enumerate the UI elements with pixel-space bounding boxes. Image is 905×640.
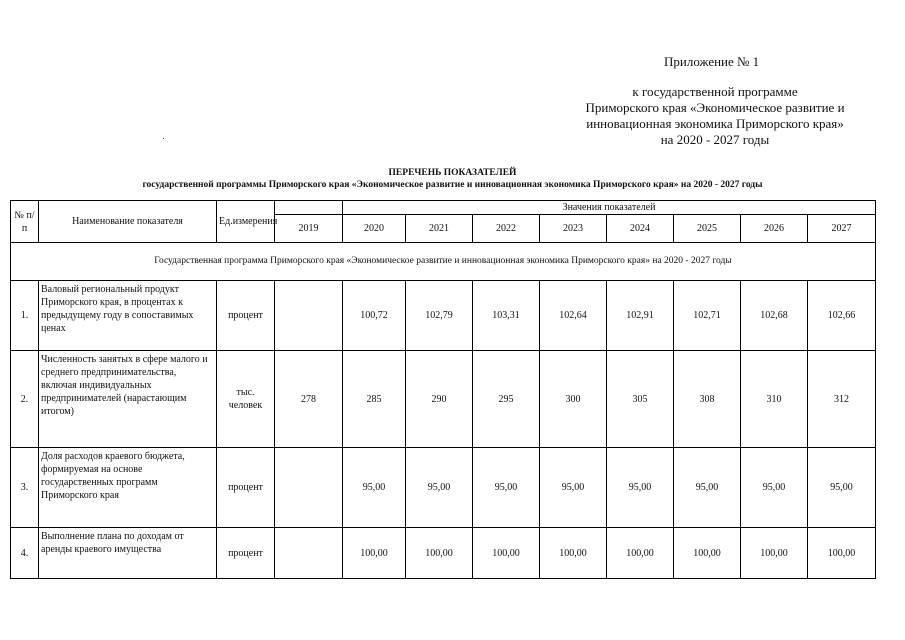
year-header: 2019 <box>275 215 343 243</box>
value-cell: 100,00 <box>607 528 674 579</box>
unit-cell: тыс. человек <box>217 351 275 448</box>
unit-cell: процент <box>217 281 275 351</box>
value-cell: 310 <box>741 351 808 448</box>
row-number: 1. <box>11 281 39 351</box>
appendix-label: Приложение № 1 <box>664 54 760 69</box>
value-cell: 95,00 <box>406 448 473 528</box>
year-header: 2027 <box>808 215 876 243</box>
value-cell: 100,00 <box>808 528 876 579</box>
value-cell: 100,00 <box>406 528 473 579</box>
year-header: 2026 <box>741 215 808 243</box>
title-line: государственной программы Приморского края «Экономическое развитие и инновационная экономика Приморского края» на 2020 - 2027 годы <box>142 180 763 190</box>
value-cell: 95,00 <box>674 448 741 528</box>
value-cell: 100,00 <box>674 528 741 579</box>
value-cell: 305 <box>607 351 674 448</box>
value-cell: 102,91 <box>607 281 674 351</box>
section-title: Государственная программа Приморского края «Экономическое развитие и инновационная экономика Приморского края» на 2020 - 2027 годы <box>11 243 876 281</box>
table-row <box>11 351 876 448</box>
value-cell: 278 <box>275 351 343 448</box>
value-cell: 102,68 <box>741 281 808 351</box>
col-header-unit: Ед.измерения <box>217 201 275 243</box>
col-header-blank <box>275 201 343 215</box>
indicator-name: Выполнение плана по доходам от аренды краевого имущества <box>39 528 217 579</box>
subject-line: на 2020 - 2027 годы <box>660 132 770 147</box>
year-header: 2023 <box>540 215 607 243</box>
value-cell: 295 <box>473 351 540 448</box>
col-header-num: № п/п <box>11 201 39 243</box>
value-cell: 95,00 <box>607 448 674 528</box>
value-cell: 100,00 <box>741 528 808 579</box>
table-row <box>11 448 876 528</box>
value-cell: 95,00 <box>473 448 540 528</box>
value-cell: 102,71 <box>674 281 741 351</box>
subject-line: к государственной программе <box>632 84 798 99</box>
title-line: ПЕРЕЧЕНЬ ПОКАЗАТЕЛЕЙ <box>388 168 517 178</box>
row-number: 2. <box>11 351 39 448</box>
value-cell: 95,00 <box>741 448 808 528</box>
unit-cell: процент <box>217 448 275 528</box>
table-row <box>11 281 876 351</box>
year-header: 2025 <box>674 215 741 243</box>
value-cell: 100,72 <box>343 281 406 351</box>
col-header-values: Значения показателей <box>343 201 876 215</box>
value-cell: 312 <box>808 351 876 448</box>
indicator-name: Валовый региональный продукт Приморского края, в процентах к предыдущему году в сопоставимых ценах <box>39 281 217 351</box>
unit-cell: процент <box>217 528 275 579</box>
indicator-name: Доля расходов краевого бюджета, формируемая на основе государственных программ Приморского края <box>39 448 217 528</box>
value-cell: 100,00 <box>473 528 540 579</box>
col-header-name: Наименование показателя <box>39 201 217 243</box>
row-number: 4. <box>11 528 39 579</box>
value-cell: 100,00 <box>343 528 406 579</box>
row-number: 3. <box>11 448 39 528</box>
value-cell: 300 <box>540 351 607 448</box>
value-cell: 308 <box>674 351 741 448</box>
value-cell: 102,79 <box>406 281 473 351</box>
value-cell: 95,00 <box>808 448 876 528</box>
value-cell: 290 <box>406 351 473 448</box>
indicator-name: Численность занятых в сфере малого и среднего предпринимательства, включая индивидуальных предпринимателей (нарастающим итогом) <box>39 351 217 448</box>
subject-line: инновационная экономика Приморского края» <box>586 116 844 131</box>
value-cell: 102,66 <box>808 281 876 351</box>
year-header: 2020 <box>343 215 406 243</box>
value-cell <box>275 448 343 528</box>
appendix-subject <box>570 84 860 148</box>
value-cell <box>275 281 343 351</box>
value-cell: 285 <box>343 351 406 448</box>
value-cell: 95,00 <box>540 448 607 528</box>
scan-speck <box>163 138 164 139</box>
value-cell <box>275 528 343 579</box>
indicators-table <box>10 200 876 579</box>
value-cell: 95,00 <box>343 448 406 528</box>
year-header: 2021 <box>406 215 473 243</box>
value-cell: 100,00 <box>540 528 607 579</box>
document-title <box>0 167 905 191</box>
year-header: 2024 <box>607 215 674 243</box>
value-cell: 102,64 <box>540 281 607 351</box>
year-header: 2022 <box>473 215 540 243</box>
subject-line: Приморского края «Экономическое развитие и <box>585 100 845 115</box>
table-row <box>11 528 876 579</box>
value-cell: 103,31 <box>473 281 540 351</box>
